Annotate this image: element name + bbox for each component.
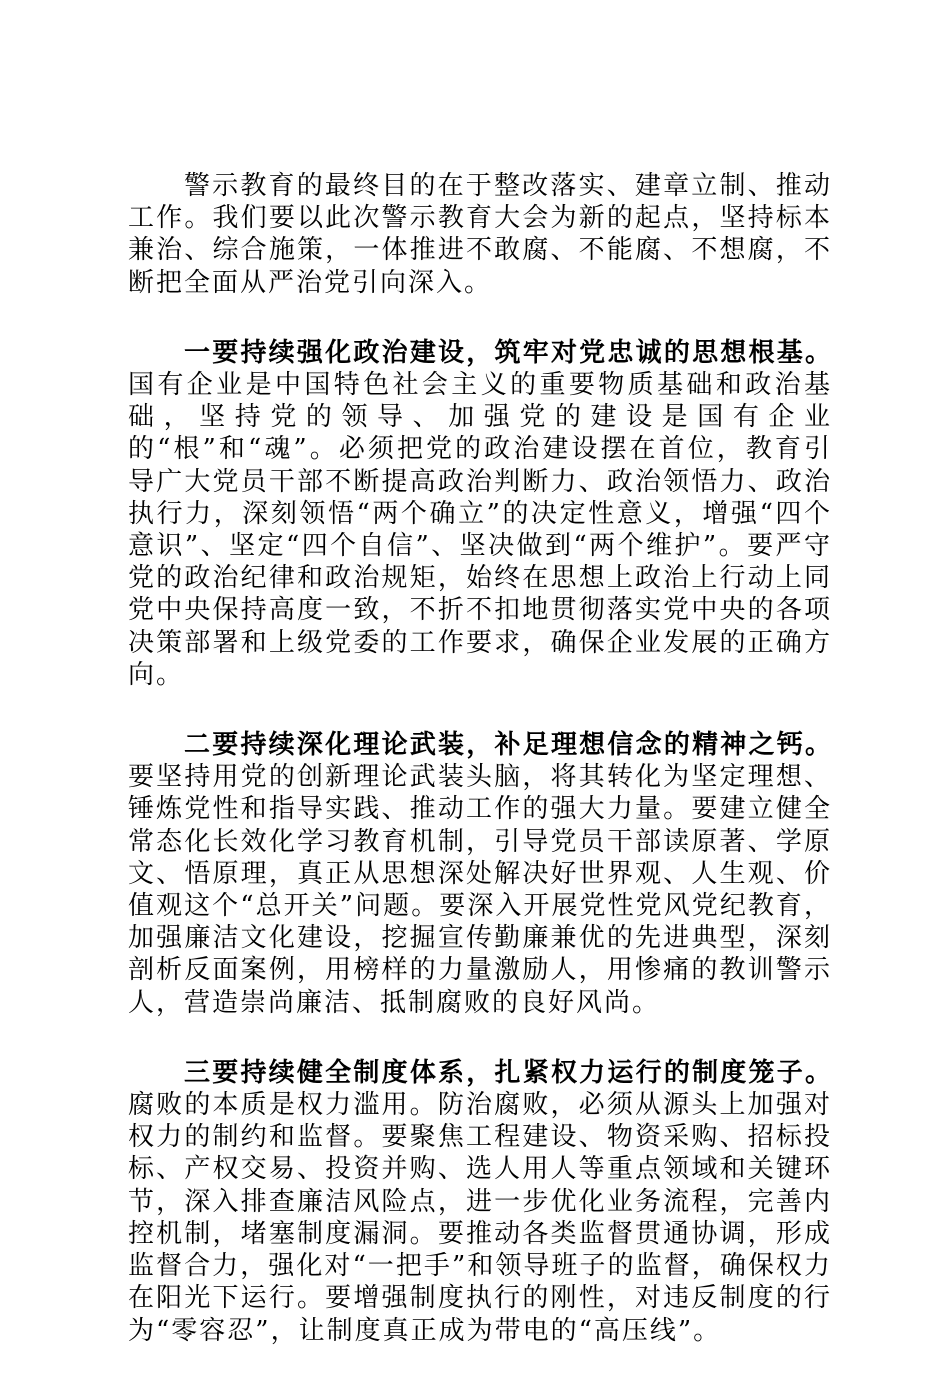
- paragraph-theory-arming: [128, 729, 832, 1019]
- paragraph-heading: 一要持续强化政治建设，筑牢对党忠诚的思想根基。: [184, 337, 832, 368]
- paragraph-institutional-system: [128, 1057, 832, 1347]
- paragraph-text: 警示教育的最终目的在于整改落实、建章立制、推动工作。我们要以此次警示教育大会为新的起点，坚持标本兼治、综合施策，一体推进不敢腐、不能腐、不想腐，不断把全面从严治党引向深入。: [128, 171, 832, 298]
- paragraph-political-construction: [128, 337, 832, 691]
- document-body: [128, 170, 832, 1385]
- paragraph-text: 要坚持用党的创新理论武装头脑，将其转化为坚定理想、锤炼党性和指导实践、推动工作的强大力量。要建立健全常态化长效化学习教育机制，引导党员干部读原著、学原文、悟原理，真正从思想深处解决好世界观、人生观、价值观这个“总开关”问题。要深入开展党性党风党纪教育，加强廉洁文化建设，挖掘宣传勤廉兼优的先进典型，深刻剖析反面案例，用榜样的力量激励人，用惨痛的教训警示人，营造崇尚廉洁、抵制腐败的良好风尚。: [128, 762, 832, 1018]
- paragraph-text: 国有企业是中国特色社会主义的重要物质基础和政治基础，坚持党的领导、加强党的建设是国有企业的“根”和“魂”。必须把党的政治建设摆在首位，教育引导广大党员干部不断提高政治判断力、政治领悟力、政治执行力，深刻领悟“两个确立”的决定性意义，增强“四个意识”、坚定“四个自信”、坚决做到“两个维护”。要严守党的政治纪律和政治规矩，始终在思想上政治上行动上同党中央保持高度一致，不折不扣地贯彻落实党中央的各项决策部署和上级党委的工作要求，确保企业发展的正确方向。: [128, 370, 832, 690]
- paragraph-text: 腐败的本质是权力滥用。防治腐败，必须从源头上加强对权力的制约和监督。要聚焦工程建设、物资采购、招标投标、产权交易、投资并购、选人用人等重点领域和关键环节，深入排查廉洁风险点，进一步优化业务流程，完善内控机制，堵塞制度漏洞。要推动各类监督贯通协调，形成监督合力，强化对“一把手”和领导班子的监督，确保权力在阳光下运行。要增强制度执行的刚性，对违反制度的行为“零容忍”，让制度真正成为带电的“高压线”。: [128, 1090, 832, 1346]
- paragraph-heading: 三要持续健全制度体系，扎紧权力运行的制度笼子。: [184, 1057, 832, 1088]
- paragraph-intro: [128, 170, 832, 299]
- paragraph-heading: 二要持续深化理论武装，补足理想信念的精神之钙。: [184, 730, 832, 761]
